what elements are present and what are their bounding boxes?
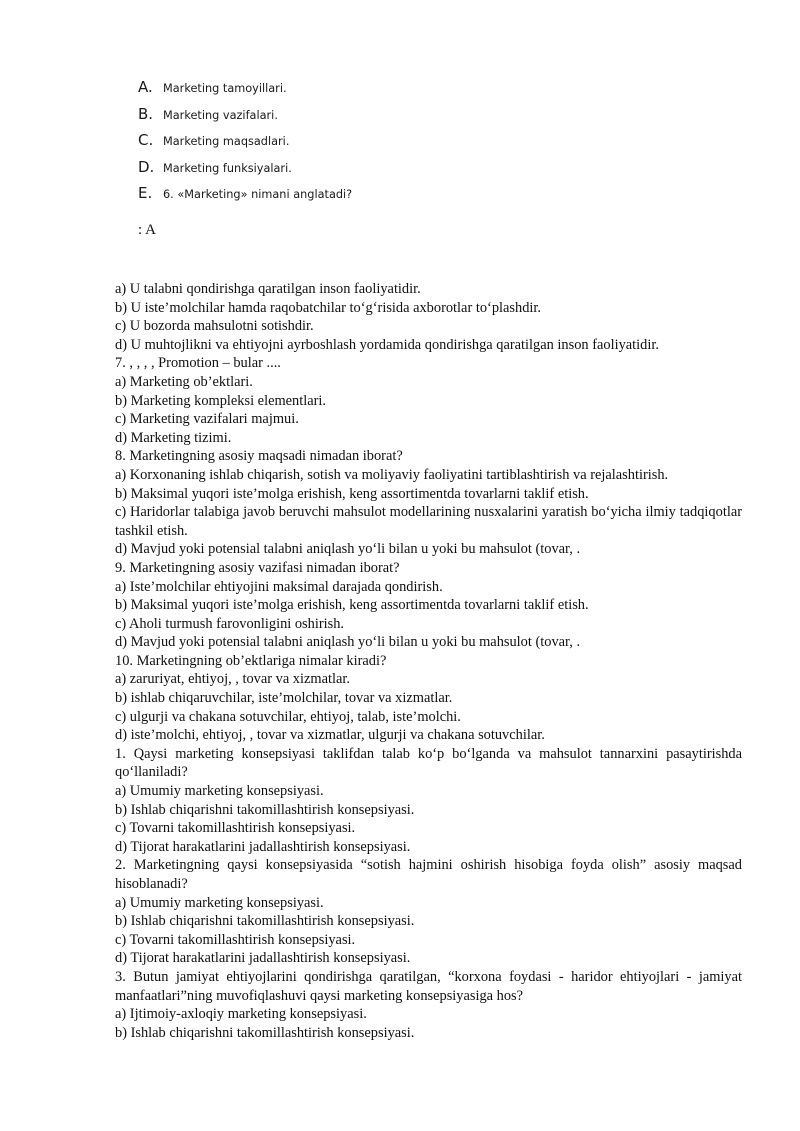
- option-letter: E.: [138, 184, 153, 202]
- text-line: b) Ishlab chiqarishni takomillashtirish konsepsiyasi.: [115, 913, 415, 930]
- option-text: Marketing tamoyillari.: [163, 82, 287, 95]
- text-line: c) ulgurji va chakana sotuvchilar, ehtiyoj, talab, iste’molchi.: [115, 708, 461, 725]
- text-line: b) Ishlab chiqarishni takomillashtirish konsepsiyasi.: [115, 801, 415, 818]
- text-line: d) iste’molchi, ehtiyoj, , tovar va xizmatlar, ulgurji va chakana sotuvchilar.: [115, 727, 545, 744]
- text-line: c) Marketing vazifalari majmui.: [115, 411, 299, 428]
- option-d: [138, 158, 352, 185]
- text-line: d) Mavjud yoki potensial talabni aniqlash yo‘li bilan u yoki bu mahsulot (tovar, .: [115, 541, 581, 558]
- text-line: c) Aholi turmush farovonligini oshirish.: [115, 615, 345, 632]
- option-letter: C.: [138, 131, 154, 149]
- question-heading: 7. , , , , Promotion – bular ....: [115, 355, 281, 372]
- text-line: c) Haridorlar talabiga javob beruvchi mahsulot modellarining nusxalarini yaratish bo‘yicha ilmiy tadqiqotlar tashkil etish.: [115, 504, 742, 539]
- text-line: b) Maksimal yuqori iste’molga erishish, keng assortimentda tovarlarni taklif etish.: [115, 597, 589, 614]
- option-text: 6. «Marketing» nimani anglatadi?: [163, 188, 353, 201]
- question-heading: 8. Marketingning asosiy maqsadi nimadan iborat?: [115, 448, 403, 465]
- text-line: b) Marketing kompleksi elementlari.: [115, 392, 327, 409]
- text-line: d) Tijorat harakatlarini jadallashtirish konsepsiyasi.: [115, 838, 411, 855]
- option-letter: B.: [138, 104, 154, 123]
- question-heading: 9. Marketingning asosiy vazifasi nimadan iborat?: [115, 559, 400, 576]
- text-line: d) Tijorat harakatlarini jadallashtirish konsepsiyasi.: [115, 950, 411, 967]
- text-line: b) Maksimal yuqori iste’molga erishish, keng assortimentda tovarlarni taklif etish.: [115, 485, 589, 502]
- text-line: b) ishlab chiqaruvchilar, iste’molchilar, tovar va xizmatlar.: [115, 690, 453, 707]
- text-line: a) Korxonaning ishlab chiqarish, sotish va moliyaviy faoliyatini tartiblashtirish va rejalashtirish.: [115, 466, 669, 483]
- option-text: Marketing funksiyalari.: [163, 161, 292, 175]
- option-letter: D.: [138, 157, 155, 176]
- text-line: a) Iste’molchilar ehtiyojini maksimal darajada qondirish.: [115, 578, 443, 595]
- answer-key: : A: [138, 222, 156, 238]
- question-heading: 1. Qaysi marketing konsepsiyasi taklifdan talab ko‘p bo‘lganda va mahsulot tannarxini pasaytirishda qo‘llaniladi?: [115, 745, 742, 781]
- text-line: d) Mavjud yoki potensial talabni aniqlash yo‘li bilan u yoki bu mahsulot (tovar, .: [115, 634, 581, 651]
- question-heading: 2. Marketingning qaysi konsepsiyasida “sotish hajmini oshirish hisobiga foyda olish” asosiy maqsad hisoblanadi?: [115, 857, 742, 892]
- text-line: a) Marketing ob’ektlari.: [115, 373, 253, 390]
- question-heading: 3. Butun jamiyat ehtiyojlarini qondirishga qaratilgan, “korxona foydasi - haridor ehtiyojlari - jamiyat manfaatlari”ning muvofiqlashuvi qaysi marketing konsepsiyasiga hos?: [115, 968, 742, 1004]
- question-heading: 10. Marketingning ob’ektlariga nimalar kiradi?: [115, 652, 387, 669]
- text-line: a) Ijtimoiy-axloqiy marketing konsepsiyasi.: [115, 1006, 367, 1023]
- option-c: [138, 131, 352, 158]
- text-line: d) U muhtojlikni va ehtiyojni ayrboshlash yordamida qondirishga qaratilgan inson faoliyatidir.: [115, 336, 659, 353]
- option-e: [138, 184, 352, 211]
- answer-options: [138, 78, 352, 211]
- text-line: a) U talabni qondirishga qaratilgan inson faoliyatidir.: [115, 281, 421, 297]
- question-body: [115, 280, 742, 1042]
- text-line: b) Ishlab chiqarishni takomillashtirish konsepsiyasi.: [115, 1024, 415, 1041]
- text-line: a) zaruriyat, ehtiyoj, , tovar va xizmatlar.: [115, 671, 350, 688]
- option-text: Marketing maqsadlari.: [163, 135, 290, 148]
- option-b: [138, 105, 352, 132]
- option-letter: A.: [138, 78, 153, 96]
- text-line: a) Umumiy marketing konsepsiyasi.: [115, 894, 324, 911]
- text-line: a) Umumiy marketing konsepsiyasi.: [115, 783, 324, 800]
- option-text: Marketing vazifalari.: [163, 108, 278, 122]
- text-line: c) Tovarni takomillashtirish konsepsiyasi.: [115, 931, 356, 948]
- text-line: b) U iste’molchilar hamda raqobatchilar to‘g‘risida axborotlar to‘plashdir.: [115, 299, 541, 316]
- option-a: [138, 78, 352, 105]
- text-line: c) Tovarni takomillashtirish konsepsiyasi.: [115, 820, 356, 837]
- text-line: c) U bozorda mahsulotni sotishdir.: [115, 318, 314, 335]
- text-line: d) Marketing tizimi.: [115, 429, 232, 446]
